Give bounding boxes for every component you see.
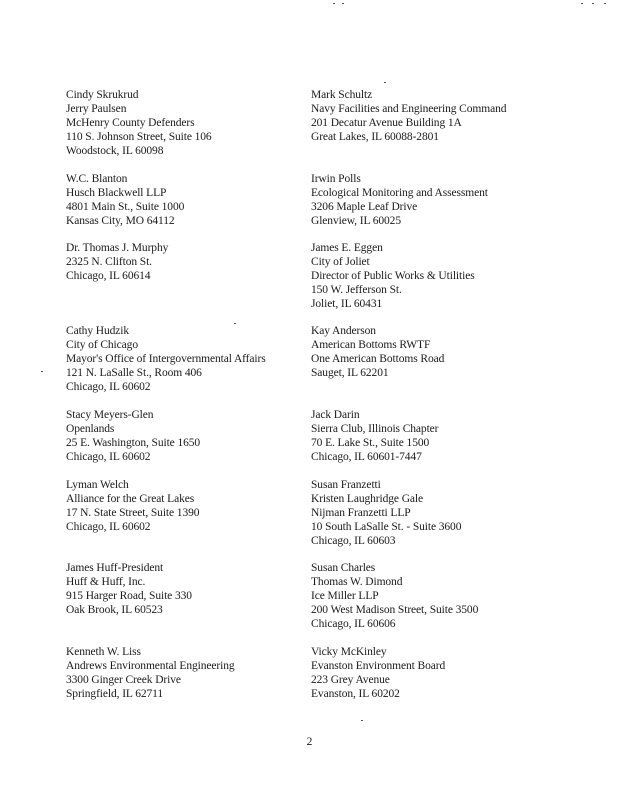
address-line: Lyman Welch (66, 479, 129, 491)
address-block (311, 478, 461, 548)
scan-speck (234, 323, 236, 324)
address-line: 223 Grey Avenue (311, 674, 390, 686)
address-line: 2325 N. Clifton St. (66, 256, 152, 268)
address-line: Susan Charles (311, 562, 376, 574)
address-line: Openlands (66, 423, 115, 435)
address-line: 3206 Maple Leaf Drive (311, 201, 418, 213)
address-line: Chicago, IL 60602 (66, 521, 151, 533)
address-line: Chicago, IL 60602 (66, 451, 151, 463)
address-line: Irwin Polls (311, 173, 361, 185)
address-line: 200 West Madison Street, Suite 3500 (311, 604, 479, 616)
address-block (66, 324, 266, 394)
address-line: Ecological Monitoring and Assessment (311, 187, 488, 199)
address-line: Mayor's Office of Intergovernmental Affairs (66, 353, 266, 365)
address-line: 121 N. LaSalle St., Room 406 (66, 367, 202, 379)
address-block (66, 408, 200, 464)
scan-speck (592, 3, 594, 4)
address-line: Joliet, IL 60431 (311, 298, 383, 310)
address-block (66, 645, 235, 701)
address-line: 17 N. State Street, Suite 1390 (66, 507, 200, 519)
address-line: W.C. Blanton (66, 173, 128, 185)
address-line: Sauget, IL 62201 (311, 367, 389, 379)
address-line: 110 S. Johnson Street, Suite 106 (66, 131, 212, 143)
address-block (311, 324, 444, 380)
address-line: Cindy Skrukrud (66, 89, 139, 101)
address-line: Kay Anderson (311, 325, 376, 337)
scan-speck (41, 371, 43, 372)
address-line: Stacy Meyers-Glen (66, 409, 154, 421)
address-line: James Huff-President (66, 562, 164, 574)
address-line: Thomas W. Dimond (311, 576, 403, 588)
address-line: Chicago, IL 60614 (66, 270, 151, 282)
address-line: Kristen Laughridge Gale (311, 493, 424, 505)
address-line: 150 W. Jefferson St. (311, 284, 402, 296)
page-number: 2 (306, 736, 313, 748)
scan-speck (384, 82, 386, 83)
address-line: Vicky McKinley (311, 646, 387, 658)
address-line: Nijman Franzetti LLP (311, 507, 411, 519)
address-line: Alliance for the Great Lakes (66, 493, 195, 505)
address-line: City of Joliet (311, 256, 370, 268)
scan-speck (604, 3, 606, 4)
address-line: Glenview, IL 60025 (311, 215, 401, 227)
address-block (66, 478, 199, 534)
address-line: Cathy Hudzik (66, 325, 129, 337)
address-line: Andrews Environmental Engineering (66, 660, 235, 672)
address-line: 70 E. Lake St., Suite 1500 (311, 437, 430, 449)
address-block (311, 645, 445, 701)
address-line: Chicago, IL 60602 (66, 381, 151, 393)
address-line: Huff & Huff, Inc. (66, 576, 146, 588)
address-block (311, 408, 438, 464)
address-line: 4801 Main St., Suite 1000 (66, 201, 185, 213)
address-line: Chicago, IL 60603 (311, 535, 396, 547)
address-line: Director of Public Works & Utilities (311, 270, 475, 282)
address-line: Woodstock, IL 60098 (66, 145, 164, 157)
address-block (311, 172, 488, 228)
address-line: Ice Miller LLP (311, 590, 379, 602)
address-line: Dr. Thomas J. Murphy (66, 242, 169, 254)
scan-speck (342, 3, 344, 4)
address-block (66, 561, 192, 617)
address-line: Husch Blackwell LLP (66, 187, 167, 199)
address-line: James E. Eggen (311, 242, 383, 254)
address-line: American Bottoms RWTF (311, 339, 431, 351)
address-line: Chicago, IL 60601-7447 (311, 451, 422, 463)
address-block (311, 561, 478, 631)
address-line: Navy Facilities and Engineering Command (311, 103, 507, 115)
address-line: Jack Darin (311, 409, 360, 421)
address-block (66, 241, 168, 283)
address-line: Kenneth W. Liss (66, 646, 141, 658)
address-line: Jerry Paulsen (66, 103, 127, 115)
address-block (311, 88, 506, 144)
address-line: Chicago, IL 60606 (311, 618, 396, 630)
address-line: Susan Franzetti (311, 479, 381, 491)
scan-speck (361, 720, 363, 721)
address-line: Great Lakes, IL 60088-2801 (311, 131, 439, 143)
address-line: Kansas City, MO 64112 (66, 215, 175, 227)
address-line: 915 Harger Road, Suite 330 (66, 590, 192, 602)
address-block (66, 172, 184, 228)
address-line: 201 Decatur Avenue Building 1A (311, 117, 462, 129)
address-line: Sierra Club, Illinois Chapter (311, 423, 439, 435)
address-block (66, 88, 212, 158)
address-line: Evanston, IL 60202 (311, 688, 400, 700)
address-line: 3300 Ginger Creek Drive (66, 674, 181, 686)
address-block (311, 241, 475, 311)
address-line: 10 South LaSalle St. - Suite 3600 (311, 521, 462, 533)
address-line: Springfield, IL 62711 (66, 688, 164, 700)
address-line: Mark Schultz (311, 89, 373, 101)
address-line: City of Chicago (66, 339, 138, 351)
address-line: 25 E. Washington, Suite 1650 (66, 437, 201, 449)
scan-speck (581, 3, 583, 4)
address-line: McHenry County Defenders (66, 117, 195, 129)
address-line: One American Bottoms Road (311, 353, 445, 365)
address-line: Evanston Environment Board (311, 660, 446, 672)
address-line: Oak Brook, IL 60523 (66, 604, 163, 616)
scan-speck (333, 3, 335, 4)
